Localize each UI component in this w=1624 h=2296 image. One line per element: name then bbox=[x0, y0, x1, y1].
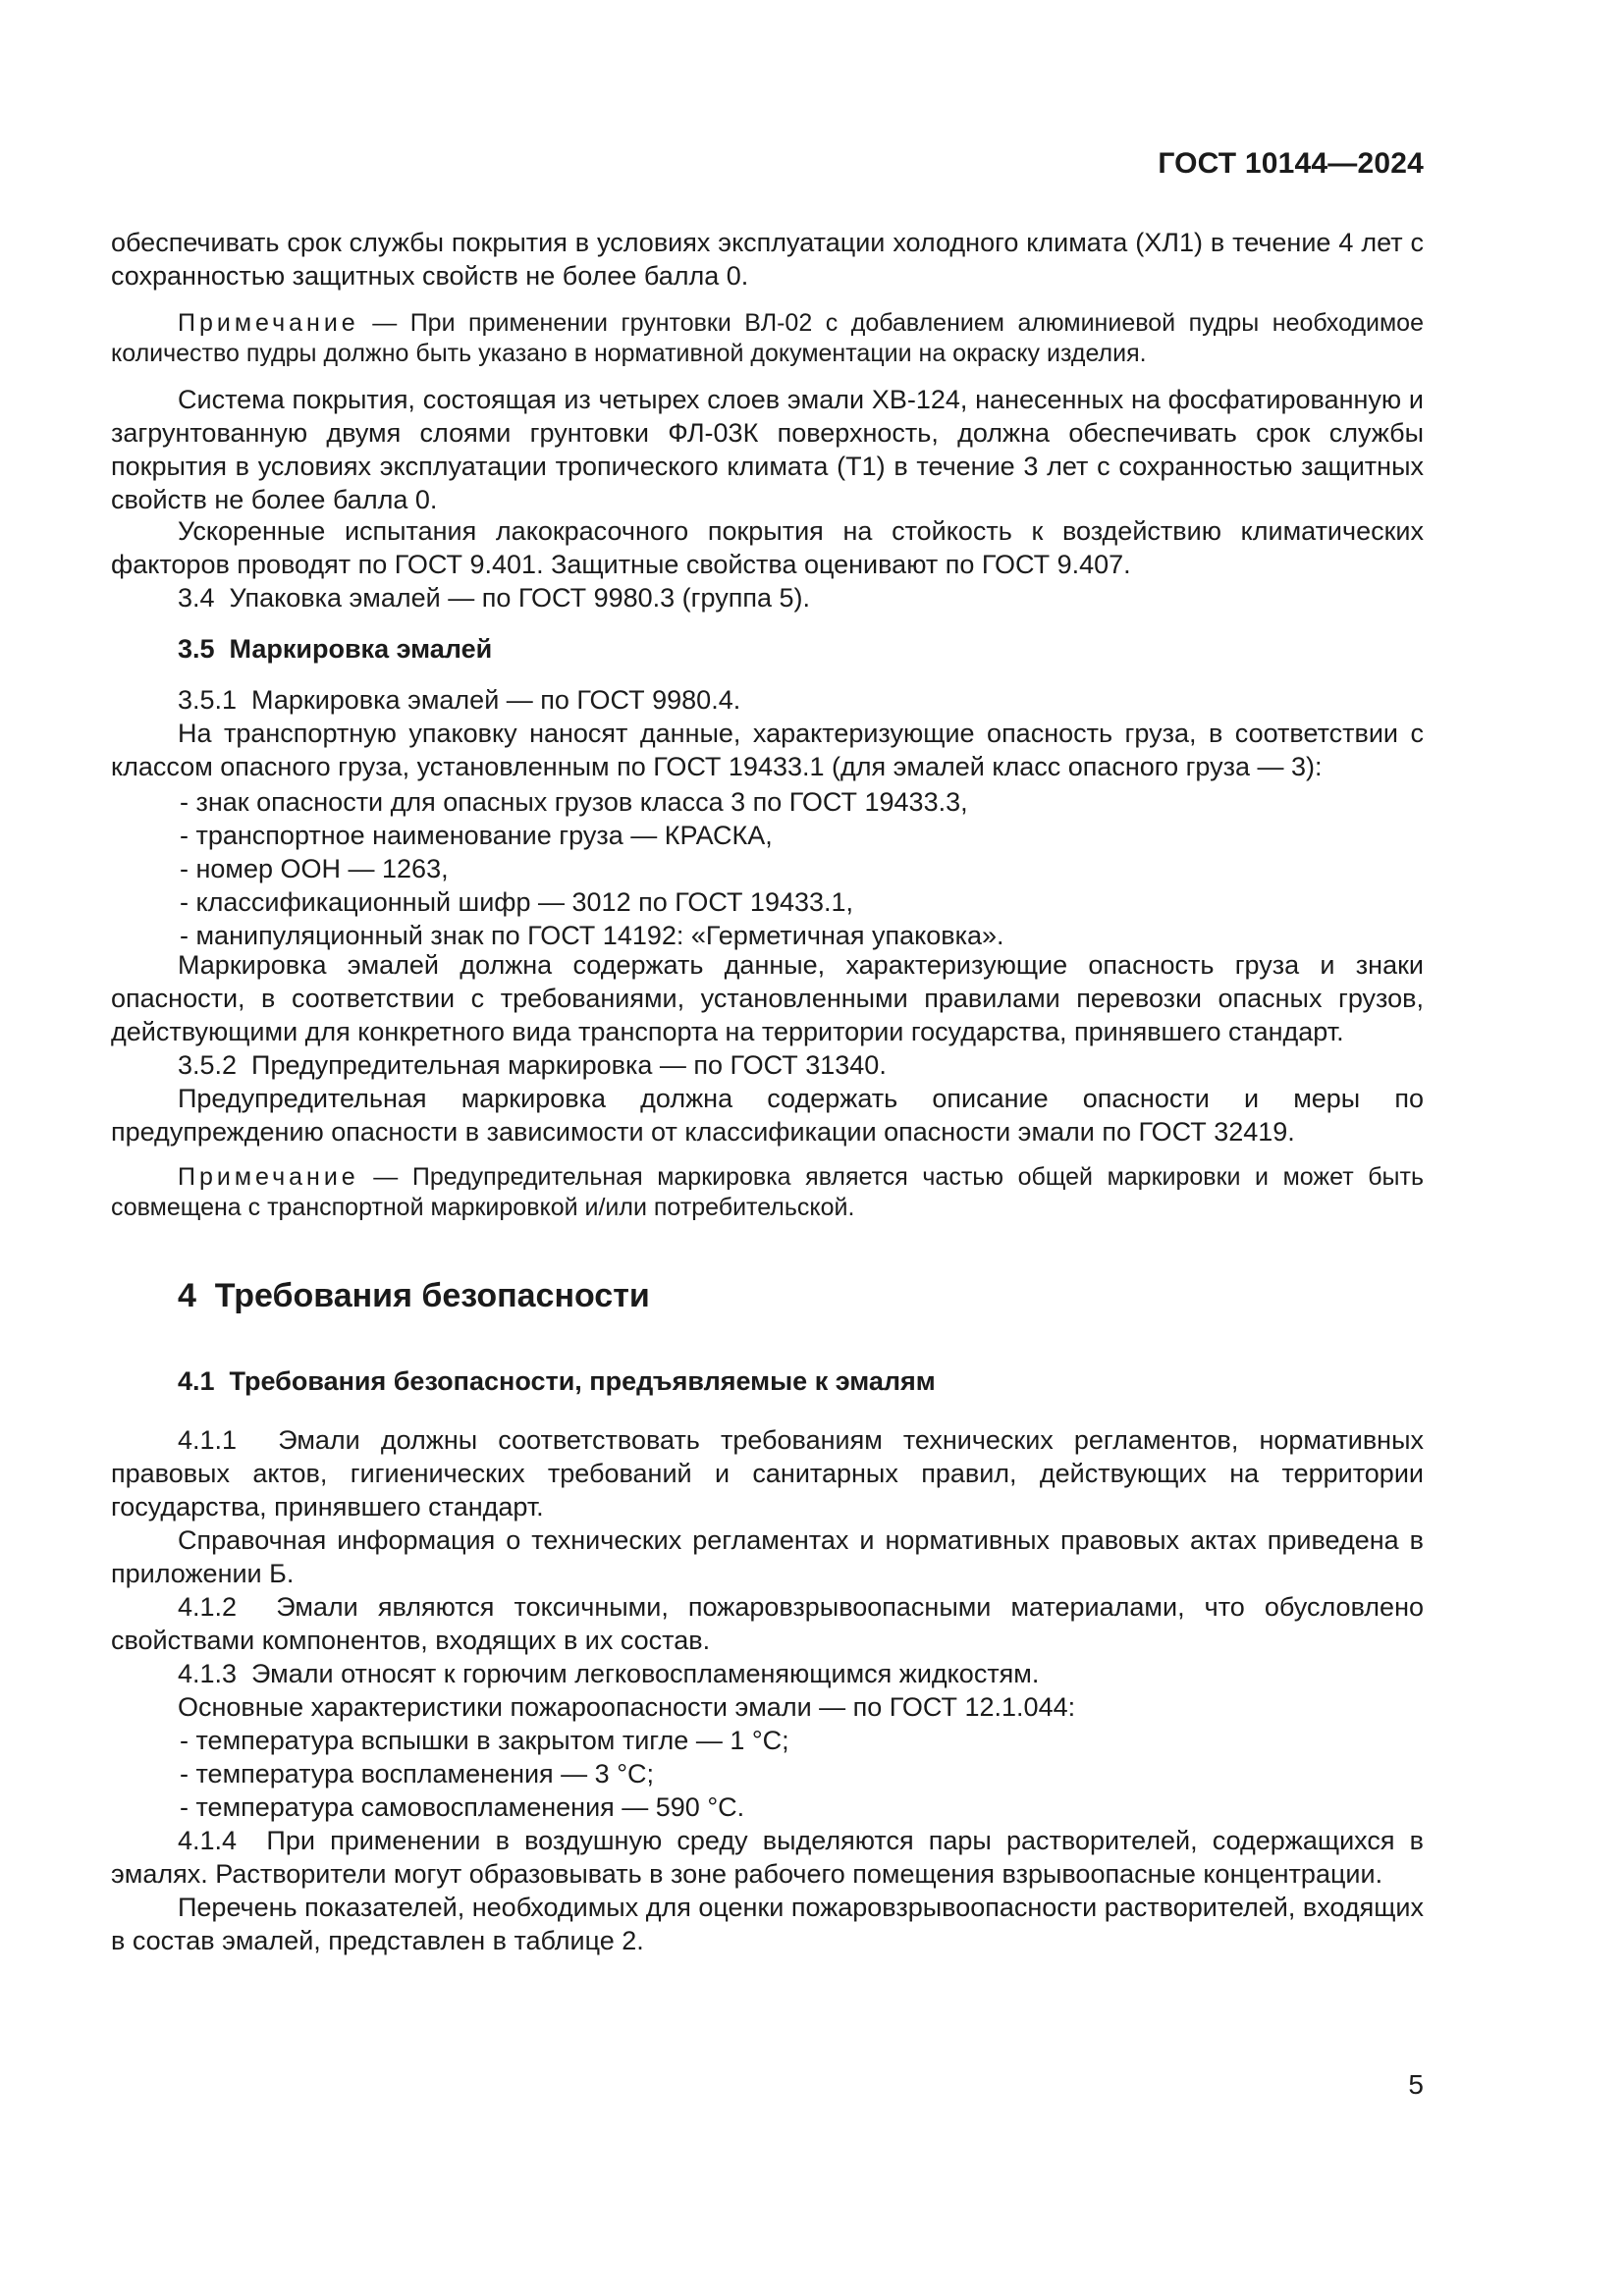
paragraph-coating-system: Система покрытия, состоящая из четырех слоев эмали ХВ-124, нанесенных на фосфатированную и загрунтованную двумя слоями грунтовки ФЛ-03К поверхность, должна обеспечивать срок службы покрытия в условиях эксплуатации тропического климата (Т1) в течение 3 лет с сохранностью защитных свойств не более балла 0. bbox=[111, 385, 1424, 514]
clause-4-1-2: 4.1.2 Эмали являются токсичными, пожаровзрывоопасными материалами, что обусловлено свойствами компонентов, входящих в их состав. bbox=[111, 1592, 1424, 1655]
paragraph-transport-packaging: На транспортную упаковку наносят данные, характеризующие опасность груза, в соответствии с классом опасного груза, установленным по ГОСТ 19433.1 (для эмалей класс опасного груза — 3): bbox=[111, 719, 1424, 781]
paragraph-solvent-indicators: Перечень показателей, необходимых для оценки пожаровзрывоопасности растворителей, входящих в состав эмалей, представлен в таблице 2. bbox=[111, 1893, 1424, 1955]
clause-3-4-packaging: 3.4 Упаковка эмалей — по ГОСТ 9980.3 (группа 5). bbox=[178, 583, 810, 613]
paragraph-marking-requirements: Маркировка эмалей должна содержать данные, характеризующие опасность груза и знаки опасности, в соответствии с требованиями, установленными правилами перевозки опасных грузов, действующими для конкретного вида транспорта на территории государства, принявшего стандарт. bbox=[111, 950, 1424, 1046]
paragraph-warning-marking: Предупредительная маркировка должна содержать описание опасности и меры по предупреждению опасности в зависимости от классификации опасности эмали по ГОСТ 32419. bbox=[111, 1084, 1424, 1147]
clause-4-1-4: 4.1.4 При применении в воздушную среду выделяются пары растворителей, содержащихся в эмалях. Растворители могут образовывать в зоне рабочего помещения взрывоопасные концентрации. bbox=[111, 1826, 1424, 1889]
note-warning-marking bbox=[111, 1162, 1424, 1223]
fire-bullet-list bbox=[111, 1724, 1424, 1824]
note-text: — Предупредительная маркировка является частью общей маркировки и может быть совмещена с транспортной маркировкой и/или потребительской. bbox=[111, 1163, 1424, 1221]
note-text: — При применении грунтовки ВЛ-02 с добавлением алюминиевой пудры необходимое количество пудры должно быть указано в нормативной документации на окраску изделия. bbox=[111, 309, 1424, 367]
note-primer bbox=[111, 308, 1424, 369]
paragraph-intro-continuation: обеспечивать срок службы покрытия в условиях эксплуатации холодного климата (ХЛ1) в течение 4 лет с сохранностью защитных свойств не более балла 0. bbox=[111, 228, 1424, 291]
list-item: - температура воспламенения — 3 °С; bbox=[180, 1759, 654, 1789]
list-item: - температура вспышки в закрытом тигле — 1 °С; bbox=[180, 1726, 789, 1755]
marking-bullet-list bbox=[111, 785, 1424, 952]
heading-3-5-marking: 3.5 Маркировка эмалей bbox=[178, 634, 493, 664]
list-item: - транспортное наименование груза — КРАСКА, bbox=[180, 821, 773, 850]
clause-4-1-1: 4.1.1 Эмали должны соответствовать требованиям технических регламентов, нормативных правовых актов, гигиенических требований и санитарных правил, действующих на территории государства, принявшего стандарт. bbox=[111, 1425, 1424, 1522]
paragraph-fire-characteristics: Основные характеристики пожароопасности эмали — по ГОСТ 12.1.044: bbox=[178, 1692, 1076, 1722]
document-header: ГОСТ 10144—2024 bbox=[1158, 147, 1424, 180]
paragraph-reference-info: Справочная информация о технических регламентах и нормативных правовых актах приведена в приложении Б. bbox=[111, 1525, 1424, 1588]
list-item: - манипуляционный знак по ГОСТ 14192: «Герметичная упаковка». bbox=[180, 921, 1004, 950]
list-item: - знак опасности для опасных грузов класса 3 по ГОСТ 19433.3, bbox=[180, 787, 968, 817]
heading-4-safety-requirements: 4 Требования безопасности bbox=[178, 1277, 650, 1314]
list-item: - номер ООН — 1263, bbox=[180, 854, 449, 883]
clause-3-5-2: 3.5.2 Предупредительная маркировка — по ГОСТ 31340. bbox=[178, 1050, 887, 1080]
clause-3-5-1: 3.5.1 Маркировка эмалей — по ГОСТ 9980.4. bbox=[178, 685, 741, 715]
list-item: - классификационный шифр — 3012 по ГОСТ 19433.1, bbox=[180, 887, 854, 917]
page-number: 5 bbox=[1408, 2069, 1424, 2100]
clause-4-1-3: 4.1.3 Эмали относят к горючим легковоспламеняющимся жидкостям. bbox=[178, 1659, 1040, 1688]
heading-4-1-enamel-safety: 4.1 Требования безопасности, предъявляемые к эмалям bbox=[178, 1366, 936, 1396]
note-label: Примечание bbox=[178, 1163, 359, 1191]
paragraph-accelerated-tests: Ускоренные испытания лакокрасочного покрытия на стойкость к воздействию климатических факторов проводят по ГОСТ 9.401. Защитные свойства оценивают по ГОСТ 9.407. bbox=[111, 516, 1424, 579]
list-item: - температура самовоспламенения — 590 °С. bbox=[180, 1792, 745, 1822]
note-label: Примечание bbox=[178, 309, 359, 337]
